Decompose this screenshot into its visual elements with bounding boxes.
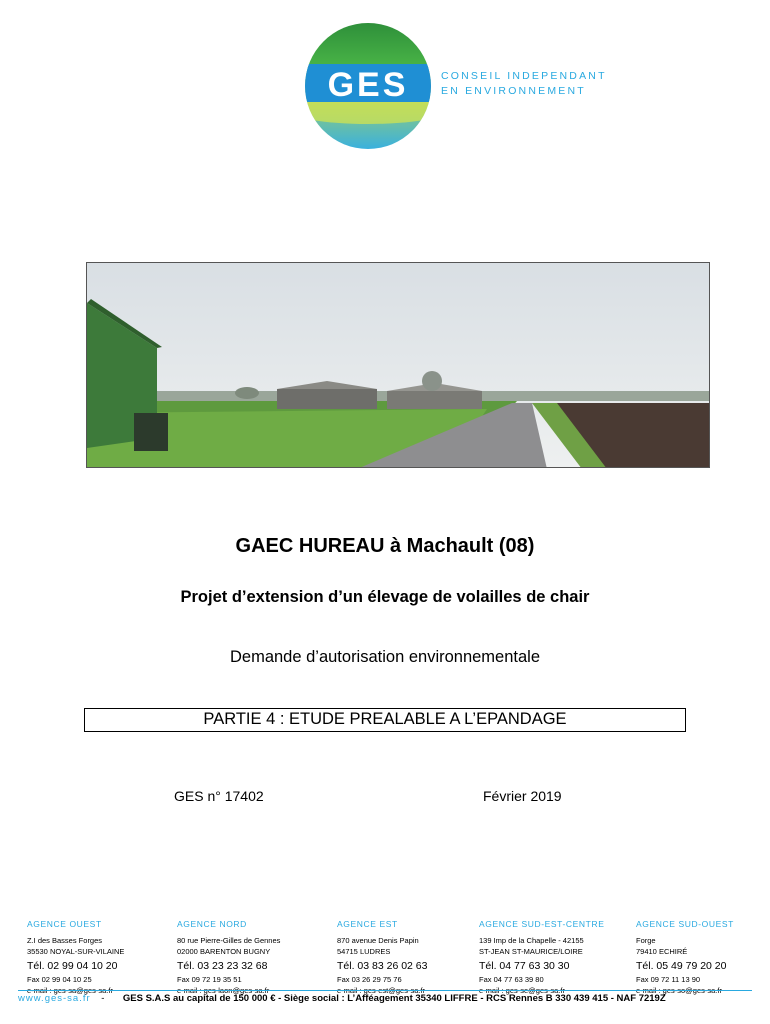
footer-separator: - [101, 993, 105, 1004]
logo-tagline [441, 69, 607, 99]
agency-name: AGENCE NORD [177, 919, 247, 929]
agency-address-line2: 79410 ECHIRÉ [636, 947, 688, 956]
agency-address-line1: Forge [636, 936, 656, 945]
logo-text: GES [327, 66, 409, 104]
agency-phone: Tél. 05 49 79 20 20 [636, 960, 727, 972]
agency-est [337, 919, 428, 996]
agency-address-line2: ST-JEAN ST-MAURICE/LOIRE [479, 947, 583, 956]
agency-sud-est-centre [479, 919, 604, 996]
agency-fax: Fax 09 72 11 13 90 [636, 975, 701, 984]
landscape-image [87, 263, 710, 468]
partie-box: PARTIE 4 : ETUDE PREALABLE A L’EPANDAGE [84, 708, 686, 732]
agency-ouest [27, 919, 124, 996]
agency-phone: Tél. 04 77 63 30 30 [479, 960, 570, 972]
agency-name: AGENCE EST [337, 919, 398, 929]
agency-name: AGENCE OUEST [27, 919, 102, 929]
agency-fax: Fax 03 26 29 75 76 [337, 975, 402, 984]
ges-number: GES n° 17402 [174, 788, 264, 804]
agency-nord [177, 919, 280, 996]
cover-photo [86, 262, 710, 468]
footer-divider [18, 990, 752, 991]
ges-logo [303, 22, 433, 150]
agency-phone: Tél. 03 23 23 32 68 [177, 960, 268, 972]
agency-fax: Fax 04 77 63 39 80 [479, 975, 544, 984]
agency-fax: Fax 02 99 04 10 25 [27, 975, 92, 984]
tagline-line1: CONSEIL INDEPENDANT [441, 70, 607, 82]
document-demand: Demande d’autorisation environnementale [229, 648, 541, 666]
agency-name: AGENCE SUD-EST-CENTRE [479, 919, 605, 929]
agency-fax: Fax 09 72 19 35 51 [177, 975, 242, 984]
document-title: GAEC HUREAU à Machault (08) [235, 535, 535, 557]
agency-address-line1: 139 Imp de la Chapelle - 42155 [479, 936, 584, 945]
tagline-line2: EN ENVIRONNEMENT [441, 85, 586, 97]
agency-address-line1: 80 rue Pierre-Gilles de Gennes [177, 936, 281, 945]
footer-company-info: GES S.A.S au capital de 150 000 € - Siège social : L’Afféagement 35340 LIFFRE - RCS Rennes B 330 439 415 - NAF 7219Z [122, 993, 666, 1004]
agency-address-line1: 870 avenue Denis Papin [337, 936, 419, 945]
document-date: Février 2019 [483, 788, 562, 804]
agency-address-line2: 35530 NOYAL-SUR-VILAINE [27, 947, 125, 956]
agency-address-line2: 54715 LUDRES [337, 947, 391, 956]
agency-sud-ouest [636, 919, 734, 996]
agency-address-line1: Z.I des Basses Forges [27, 936, 103, 945]
agency-address-line2: 02000 BARENTON BUGNY [177, 947, 271, 956]
agency-phone: Tél. 03 83 26 02 63 [337, 960, 428, 972]
footer-website-link[interactable]: www.ges-sa.fr [18, 993, 91, 1004]
agency-name: AGENCE SUD-OUEST [636, 919, 734, 929]
document-subtitle: Projet d’extension d’un élevage de volailles de chair [180, 588, 590, 606]
footer [18, 993, 666, 1004]
agency-phone: Tél. 02 99 04 10 20 [27, 960, 118, 972]
